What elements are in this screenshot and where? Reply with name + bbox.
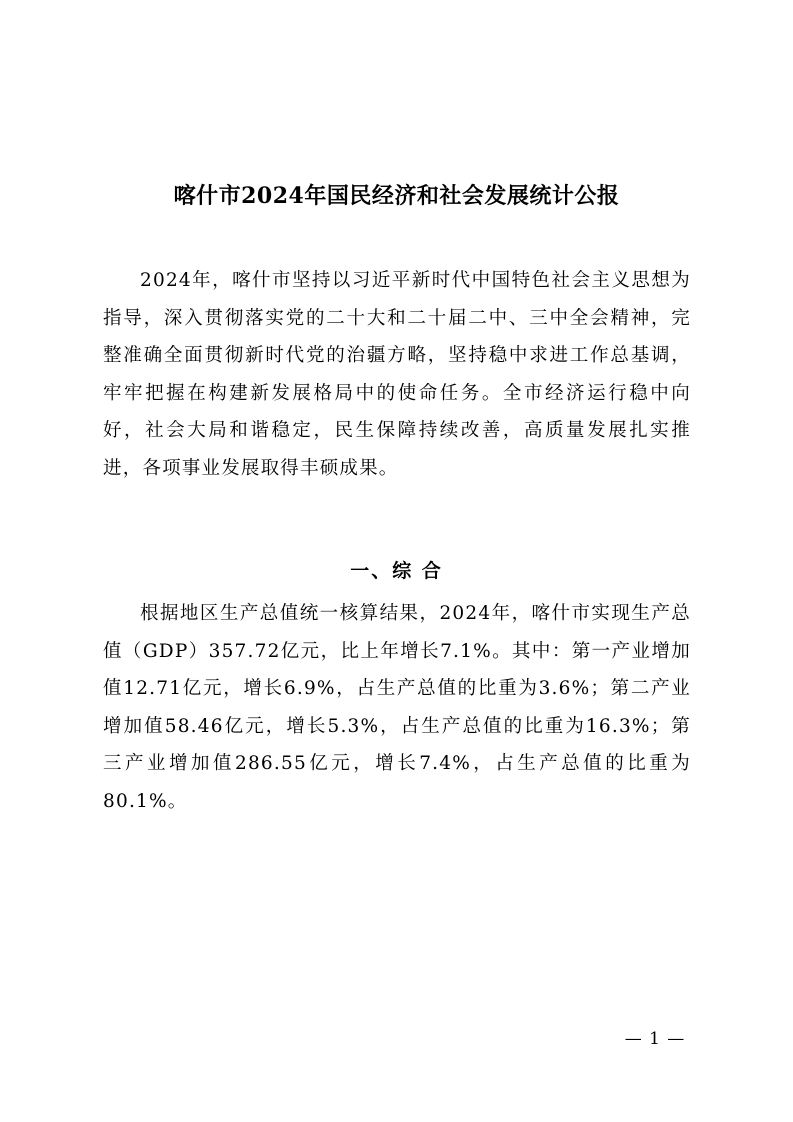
section-paragraph: 根据地区生产总值统一核算结果，2024年，喀什市实现生产总值（GDP）357.72亿元，比上年增长7.1%。其中：第一产业增加值12.71亿元，增长6.9%，占生产总值的比重为3.6%；第二产业增加值58.46亿元，增长5.3%，占生产总值的比重为16.3%；第三产业增加值286.55亿元，增长7.4%，占生产总值的比重为80.1%。 — [103, 603, 691, 812]
document-title: 喀什市2024年国民经济和社会发展统计公报 — [173, 183, 620, 209]
page-number: — 1 — — [624, 1029, 686, 1049]
intro-paragraph: 2024年，喀什市坚持以习近平新时代中国特色社会主义思想为指导，深入贯彻落实党的二十大和二十届二中、三中全会精神，完整准确全面贯彻新时代党的治疆方略，坚持稳中求进工作总基调，牢牢把握在构建新发展格局中的使命任务。全市经济运行稳中向好，社会大局和谐稳定，民生保障持续改善，高质量发展扎实推进，各项事业发展取得丰硕成果。 — [103, 270, 691, 479]
section-heading: 一、综 合 — [350, 560, 443, 582]
